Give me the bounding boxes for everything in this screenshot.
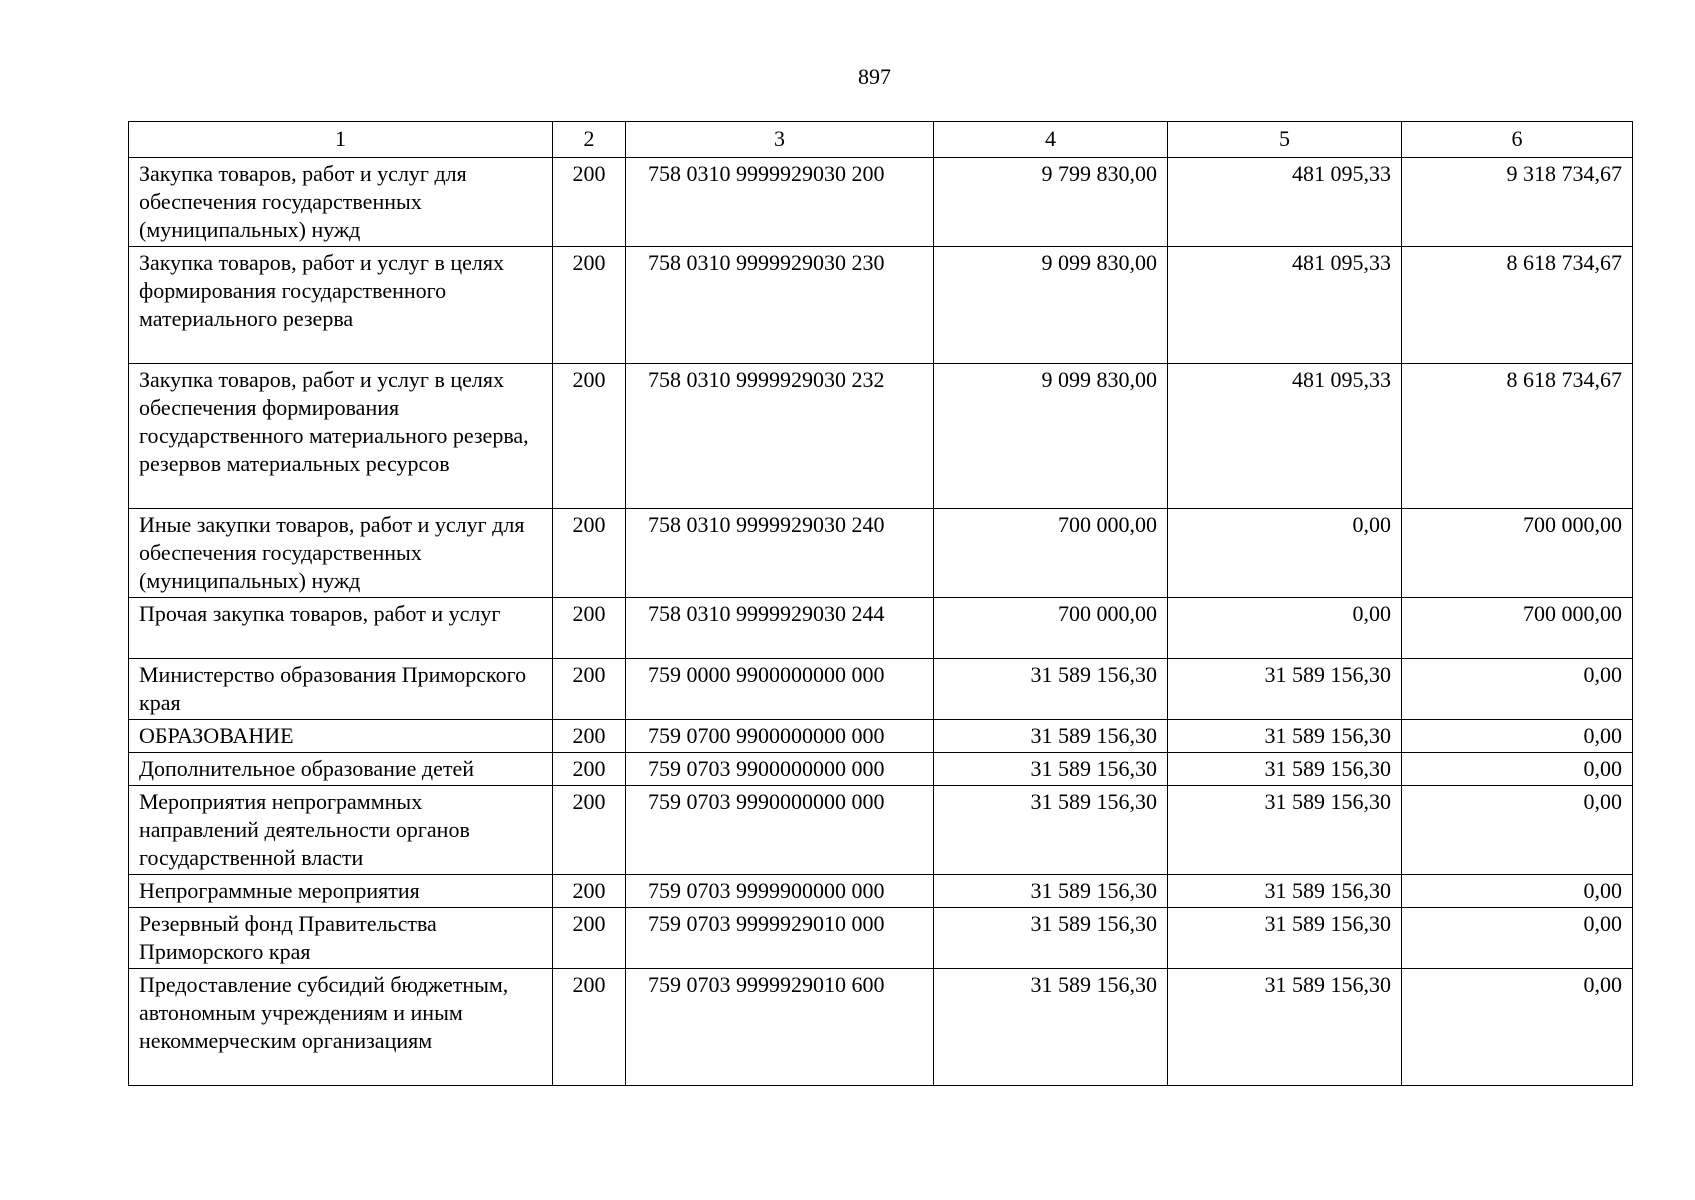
table-row	[129, 509, 1633, 598]
row-name: Резервный фонд Правительства Приморского края	[129, 908, 553, 969]
row-col6: 0,00	[1402, 786, 1633, 875]
column-header: 2	[553, 122, 626, 158]
table-row	[129, 659, 1633, 720]
row-budget-code: 758 0310 9999929030 240	[626, 509, 934, 598]
column-header: 6	[1402, 122, 1633, 158]
row-col4: 31 589 156,30	[934, 786, 1168, 875]
row-name: Закупка товаров, работ и услуг в целях формирования государственного материального резерва	[129, 247, 553, 364]
column-header: 3	[626, 122, 934, 158]
row-col6: 8 618 734,67	[1402, 364, 1633, 509]
row-budget-code: 759 0703 9999900000 000	[626, 875, 934, 908]
row-kod: 200	[553, 720, 626, 753]
row-kod: 200	[553, 659, 626, 720]
row-col6: 9 318 734,67	[1402, 158, 1633, 247]
row-budget-code: 759 0703 9999929010 000	[626, 908, 934, 969]
table-row	[129, 364, 1633, 509]
table-row	[129, 969, 1633, 1086]
table-row	[129, 786, 1633, 875]
row-kod: 200	[553, 969, 626, 1086]
row-budget-code: 759 0703 9900000000 000	[626, 753, 934, 786]
table-row	[129, 908, 1633, 969]
row-kod: 200	[553, 598, 626, 659]
row-col5: 0,00	[1168, 509, 1402, 598]
row-col5: 31 589 156,30	[1168, 753, 1402, 786]
row-budget-code: 758 0310 9999929030 244	[626, 598, 934, 659]
row-name: Прочая закупка товаров, работ и услуг	[129, 598, 553, 659]
budget-table	[128, 121, 1633, 1086]
page-number: 897	[858, 64, 891, 89]
row-col4: 31 589 156,30	[934, 753, 1168, 786]
table-row	[129, 753, 1633, 786]
row-kod: 200	[553, 158, 626, 247]
row-kod: 200	[553, 908, 626, 969]
row-col6: 8 618 734,67	[1402, 247, 1633, 364]
row-col6: 0,00	[1402, 875, 1633, 908]
row-col4: 9 099 830,00	[934, 364, 1168, 509]
row-col6: 700 000,00	[1402, 598, 1633, 659]
table-row	[129, 598, 1633, 659]
column-header: 1	[129, 122, 553, 158]
row-budget-code: 758 0310 9999929030 232	[626, 364, 934, 509]
row-col4: 31 589 156,30	[934, 659, 1168, 720]
row-name: Закупка товаров, работ и услуг в целях обеспечения формирования государственного материального резерва, резервов материальных ресурсов	[129, 364, 553, 509]
row-kod: 200	[553, 875, 626, 908]
row-col4: 31 589 156,30	[934, 720, 1168, 753]
row-col5: 31 589 156,30	[1168, 659, 1402, 720]
row-col6: 0,00	[1402, 969, 1633, 1086]
row-col5: 481 095,33	[1168, 364, 1402, 509]
row-col4: 9 799 830,00	[934, 158, 1168, 247]
row-col4: 31 589 156,30	[934, 969, 1168, 1086]
row-name: ОБРАЗОВАНИЕ	[129, 720, 553, 753]
row-col5: 0,00	[1168, 598, 1402, 659]
row-col4: 9 099 830,00	[934, 247, 1168, 364]
column-header: 5	[1168, 122, 1402, 158]
row-col5: 481 095,33	[1168, 158, 1402, 247]
row-col6: 0,00	[1402, 720, 1633, 753]
row-name: Министерство образования Приморского края	[129, 659, 553, 720]
row-col4: 700 000,00	[934, 509, 1168, 598]
row-kod: 200	[553, 786, 626, 875]
row-col5: 31 589 156,30	[1168, 786, 1402, 875]
row-budget-code: 758 0310 9999929030 230	[626, 247, 934, 364]
table-row	[129, 875, 1633, 908]
row-kod: 200	[553, 247, 626, 364]
row-kod: 200	[553, 753, 626, 786]
row-budget-code: 759 0703 9999929010 600	[626, 969, 934, 1086]
column-header: 4	[934, 122, 1168, 158]
row-col4: 31 589 156,30	[934, 908, 1168, 969]
row-name: Мероприятия непрограммных направлений деятельности органов государственной власти	[129, 786, 553, 875]
row-kod: 200	[553, 509, 626, 598]
row-budget-code: 758 0310 9999929030 200	[626, 158, 934, 247]
row-col4: 31 589 156,30	[934, 875, 1168, 908]
row-col5: 31 589 156,30	[1168, 908, 1402, 969]
row-col5: 31 589 156,30	[1168, 969, 1402, 1086]
table-row	[129, 247, 1633, 364]
row-kod: 200	[553, 364, 626, 509]
row-budget-code: 759 0703 9990000000 000	[626, 786, 934, 875]
table-row	[129, 158, 1633, 247]
row-budget-code: 759 0000 9900000000 000	[626, 659, 934, 720]
row-col5: 31 589 156,30	[1168, 720, 1402, 753]
row-col6: 700 000,00	[1402, 509, 1633, 598]
row-name: Предоставление субсидий бюджетным, автономным учреждениям и иным некоммерческим организациям	[129, 969, 553, 1086]
table-row	[129, 720, 1633, 753]
row-name: Непрограммные мероприятия	[129, 875, 553, 908]
row-col6: 0,00	[1402, 908, 1633, 969]
row-col5: 31 589 156,30	[1168, 875, 1402, 908]
row-budget-code: 759 0700 9900000000 000	[626, 720, 934, 753]
row-col4: 700 000,00	[934, 598, 1168, 659]
row-name: Дополнительное образование детей	[129, 753, 553, 786]
row-col6: 0,00	[1402, 753, 1633, 786]
row-col6: 0,00	[1402, 659, 1633, 720]
table-header-row	[129, 122, 1633, 158]
row-col5: 481 095,33	[1168, 247, 1402, 364]
row-name: Иные закупки товаров, работ и услуг для обеспечения государственных (муниципальных) нужд	[129, 509, 553, 598]
row-name: Закупка товаров, работ и услуг для обеспечения государственных (муниципальных) нужд	[129, 158, 553, 247]
